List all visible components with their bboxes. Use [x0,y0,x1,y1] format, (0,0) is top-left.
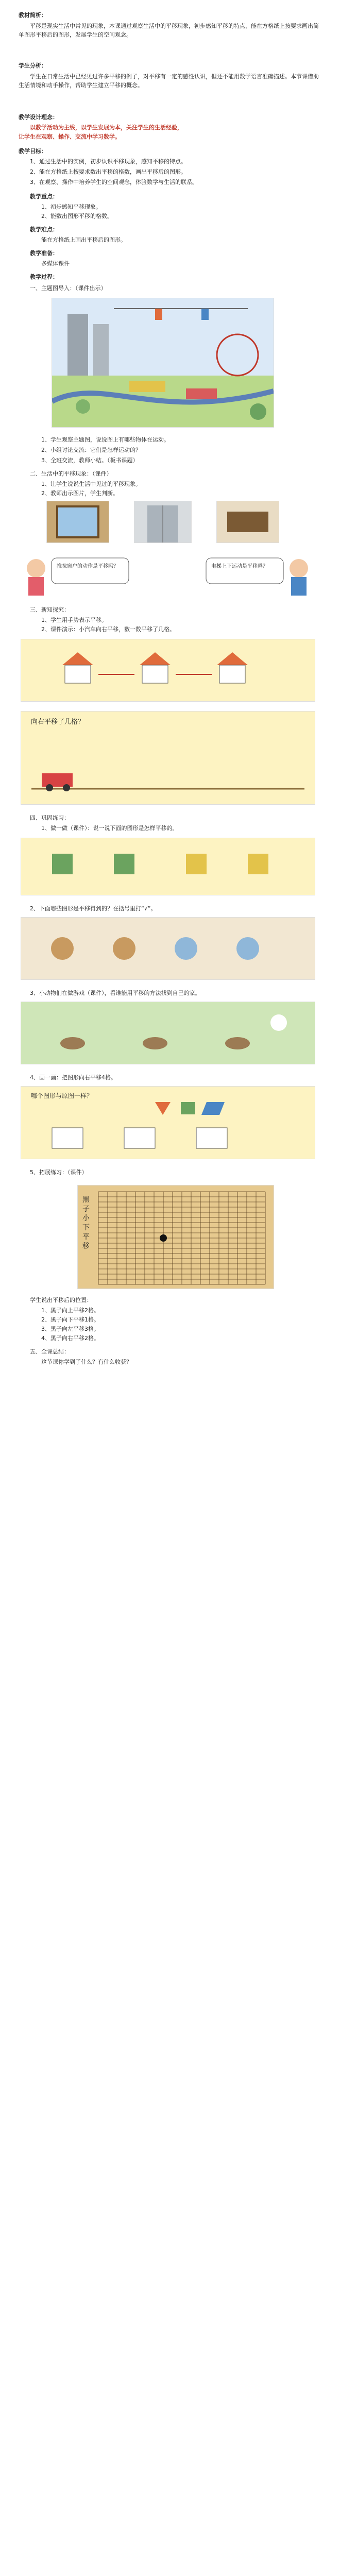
bubble-right: 电梯上下运动是平移吗？ [211,564,268,569]
new-item: 1、学生用手势表示平移。 [41,617,107,623]
students-body: 学生在日常生活中已经见过许多平移的例子，对平移有一定的感性认识，但还不能用数学语言准确描述。本节课借助生活情境和动手操作，帮助学生建立平移的概念。 [19,73,319,89]
hard-title: 教学难点： [30,226,58,233]
new-title: 三、新知探究： [30,606,70,613]
car-question: 向右平移了几格？ [31,718,85,726]
summary-title: 五、全课总结： [30,1348,70,1355]
goal-item: 3、在观察、操作中培养学生的空间观念，体验数学与生活的联系。 [30,179,198,185]
theme-illustration [52,298,274,428]
go-board [77,1185,274,1289]
board-label: 黑子小下平移 [82,1196,90,1250]
students-title: 学生分析： [19,62,47,69]
design-line-1: 以教学活动为主线，以学生发展为本，关注学生的生活经验， [30,124,183,131]
q1-item: 1、学生观察主题图，说说图上有哪些物体在运动。 [41,436,169,443]
prep-title: 教学准备： [30,250,58,257]
analysis-title: 教材简析： [19,12,47,19]
summary-body: 这节课你学到了什么？有什么收获？ [41,1359,132,1365]
exercise4-question: 哪个图形与原图一样？ [31,1092,93,1099]
analysis-body: 平移是现实生活中常见的现象，本课通过观察生活中的平移现象，初步感知平移的特点，能在方格纸上按要求画出简单图形平移后的图形，发展学生的空间观念。 [19,23,319,38]
life-item: 1、让学生说说生活中见过的平移现象。 [41,481,141,487]
elevator-photo [134,501,192,543]
after-item: 2、黑子向下平移1格。 [41,1316,99,1323]
key-item: 1、初步感知平移现象。 [41,204,101,210]
exercise3-text: 3、小动物们在做游戏（课件），看谁能用平移的方法找到自己的家。 [30,990,201,996]
after-item: 3、黑子向左平移3格。 [41,1326,99,1332]
consolidate-item: 1、做一做（课件）：说一说下面的图形是怎样平移的。 [41,825,178,832]
consolidate-title: 四、巩固练习： [30,815,70,821]
hard-item: 能在方格纸上画出平移后的图形。 [41,236,126,243]
exercise1-illustration [21,838,315,895]
q1-item: 3、全班交流，教师小结。（板书课题） [41,457,139,464]
life-item: 2、教师出示图片，学生判断。 [41,490,118,497]
q1-item: 2、小组讨论交流：它们是怎样运动的？ [41,447,141,453]
prep-item: 多媒体课件 [41,260,70,267]
exercise2-illustration [21,917,315,980]
black-stone [160,1234,167,1242]
drawer-photo [216,501,279,543]
goal-item: 1、通过生活中的实例，初步认识平移现象，感知平移的特点。 [30,158,186,165]
goal-item: 2、能在方格纸上按要求数出平移的格数，画出平移后的图形。 [30,168,186,175]
children-illustration [21,550,314,597]
design-title: 教学设计理念： [19,114,58,121]
new-item: 2、课件演示：小汽车向右平移，数一数平移了几格。 [41,626,175,633]
process-title: 教学过程： [30,274,58,280]
goals-title: 教学目标： [19,148,47,155]
bubble-left: 推拉窗户的动作是平移吗？ [57,564,118,569]
houses-illustration [21,639,315,702]
exercise4-text: 4、画一画：把图形向右平移4格。 [30,1074,116,1081]
key-item: 2、能数出图形平移的格数。 [41,213,113,219]
key-title: 教学重点： [30,193,58,200]
after-title: 学生说出平移后的位置： [30,1297,92,1303]
after-item: 4、黑子向右平移2格。 [41,1335,99,1342]
exercise2-text: 2、下面哪些图形是平移得到的？在括号里打“√”。 [30,905,157,912]
after-item: 1、黑子向上平移2格。 [41,1307,99,1314]
exercise3-illustration [21,1002,315,1064]
window-photo [46,501,109,543]
design-line-2: 让学生在观察、操作、交流中学习数学。 [19,133,121,140]
step1-label: 一、主题图导入：（课件出示） [30,285,107,292]
exercise5-text: 5、拓展练习：（课件） [30,1169,88,1176]
life-title: 二、生活中的平移现象：（课件） [30,470,112,477]
